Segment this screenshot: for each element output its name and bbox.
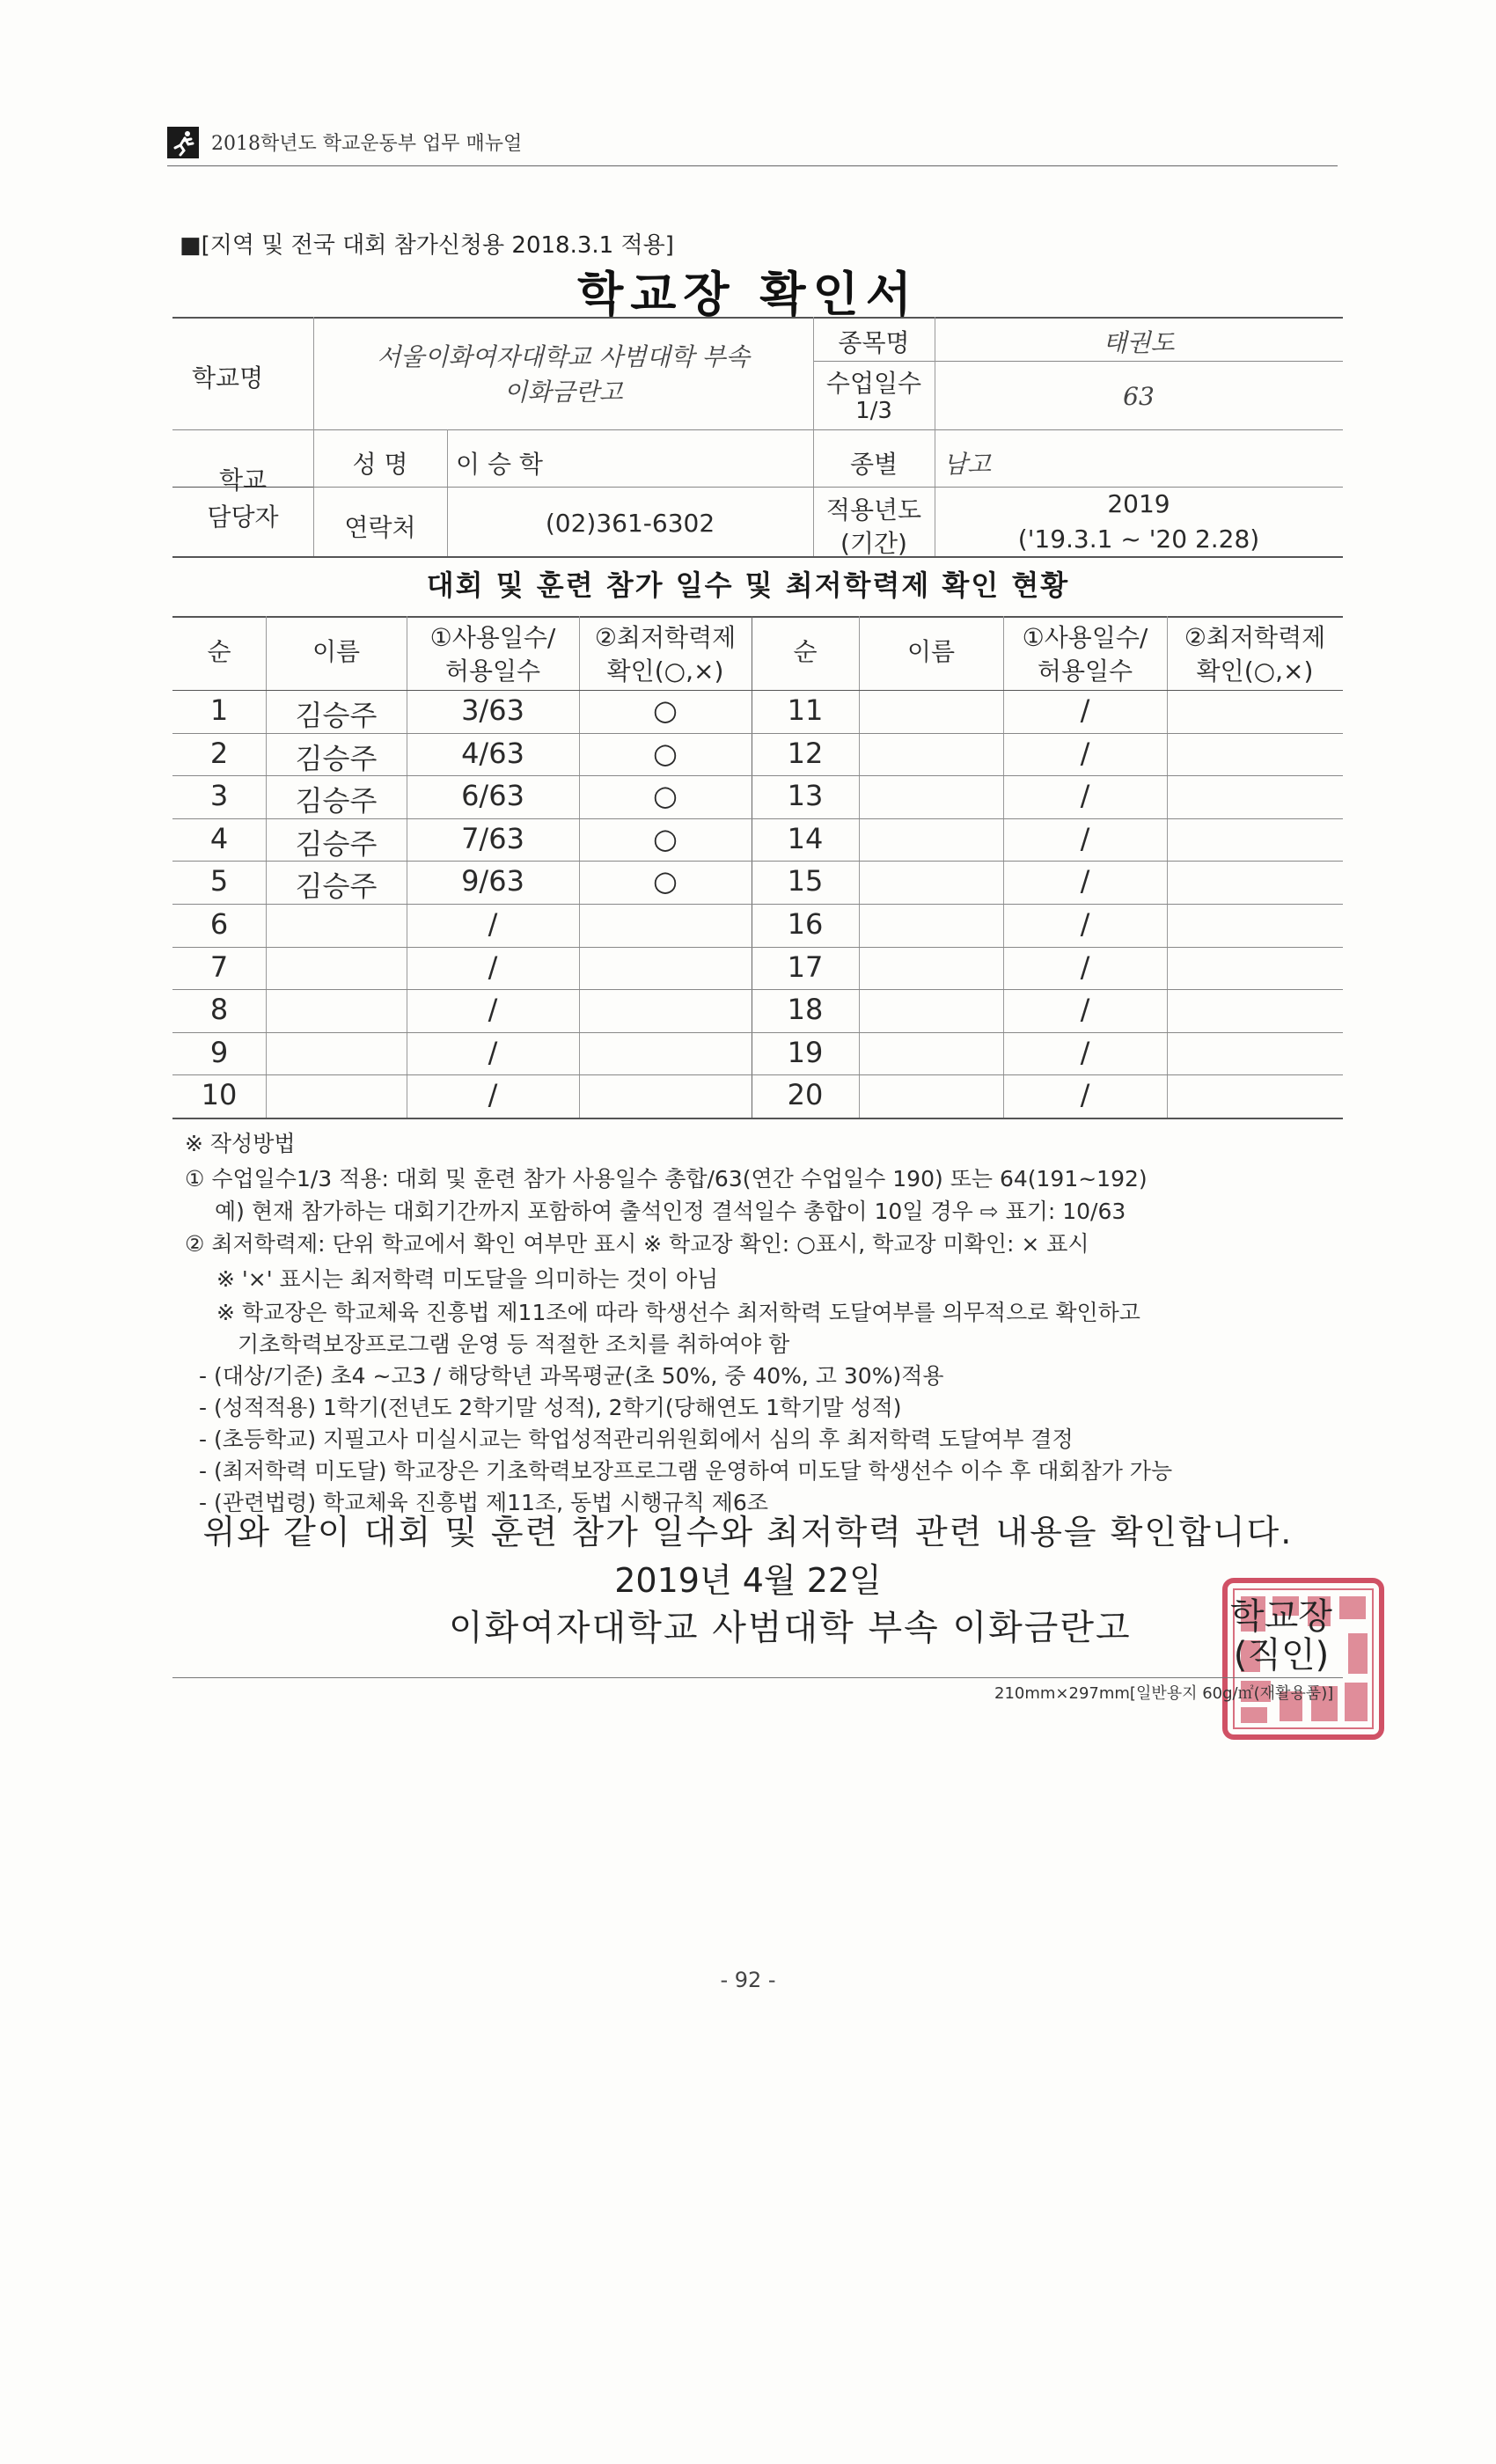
page-number: - 92 - [720, 1968, 776, 1992]
note-line: 예) 현재 참가하는 대회기간까지 포함하여 출석인정 결석일수 총합이 10일 경우 ⇨ 표기: 10/63 [215, 1199, 1126, 1224]
school-name-line2: 이화금란고 [503, 378, 623, 407]
form-usage-note: ■[지역 및 전국 대회 참가신청용 2018.3.1 적용] [180, 232, 674, 259]
header-name-2: 이름 [906, 637, 956, 666]
header-no: 순 [207, 637, 231, 666]
note-line: - (관련법령) 학교체육 진흥법 제11조, 동법 시행규칙 제6조 [199, 1490, 768, 1515]
table-row-line [172, 1032, 1343, 1033]
table-col-line [1167, 616, 1168, 1118]
note-line: - (성적적용) 1학기(전년도 2학기말 성적), 2학기(당해연도 1학기말 성적) [199, 1395, 902, 1420]
row-number: 7 [209, 950, 229, 984]
confirmation-statement: 위와 같이 대회 및 훈련 참가 일수와 최저학력 관련 내용을 확인합니다. [202, 1513, 1294, 1551]
header-used-2-2: 허용일수 [1037, 656, 1133, 686]
paper-spec: 210mm×297mm[일반용지 60g/㎡(재활용품)] [994, 1684, 1334, 1703]
table-row-line [172, 1118, 1343, 1119]
used-days: / [488, 993, 498, 1027]
table-row-line [172, 989, 1343, 990]
used-days: / [1080, 993, 1090, 1027]
table-row-line [172, 1074, 1343, 1075]
table-header-divider [172, 690, 1343, 691]
gender-label: 종별 [849, 450, 898, 479]
row-number: 11 [787, 693, 824, 727]
used-days: 7/63 [461, 821, 524, 855]
row-number: 14 [787, 821, 824, 855]
row-number: 5 [209, 864, 229, 898]
row-number: 17 [787, 950, 824, 984]
used-days: / [488, 907, 498, 941]
year-value: 2019 [1107, 489, 1170, 518]
running-figure-icon [167, 127, 199, 158]
note-line: - (초등학교) 지필고사 미실시교는 학업성적관리위원회에서 심의 후 최저학력 도달여부 결정 [199, 1426, 1074, 1452]
header-check-2-2: 확인(○,×) [1196, 656, 1314, 686]
header-no-2: 순 [793, 637, 818, 666]
header-check-2: 확인(○,×) [606, 656, 724, 686]
row-number: 13 [787, 779, 824, 813]
note-line: - (대상/기준) 초4 ~고3 / 해당학년 과목평균(초 50%, 중 40%, 고 30%)적용 [199, 1363, 944, 1389]
manual-title: 2018학년도 학교운동부 업무 매뉴얼 [211, 133, 523, 155]
contact-label-2: 담당자 [207, 502, 279, 532]
info-top-border [172, 317, 1343, 319]
used-days: / [1080, 779, 1090, 813]
note-line: - (최저학력 미도달) 학교장은 기초학력보장프로그램 운영하여 미도달 학생선수 이수 후 대회참가 가능 [199, 1458, 1173, 1484]
used-days: / [488, 950, 498, 984]
used-days: / [488, 1078, 498, 1112]
row-number: 4 [209, 821, 229, 855]
used-days: / [1080, 821, 1090, 855]
used-days: / [1080, 907, 1090, 941]
header-divider [167, 165, 1338, 166]
note-line: ※ '×' 표시는 최저학력 미도달을 의미하는 것이 아님 [216, 1266, 719, 1292]
used-days: / [1080, 1078, 1090, 1112]
header-check-1-2: ②최저학력제 [1184, 623, 1326, 652]
used-days: 4/63 [461, 736, 524, 770]
min-academic-check: ○ [653, 693, 678, 727]
note-line: ※ 학교장은 학교체육 진흥법 제11조에 따라 학생선수 최저학력 도달여부를 의무적으로 확인하고 [216, 1300, 1140, 1325]
header-check-1: ②최저학력제 [594, 623, 737, 652]
student-name: 김승주 [295, 699, 378, 732]
row-number: 6 [209, 907, 229, 941]
min-academic-check: ○ [653, 864, 678, 898]
page-title: 학교장 확인서 [577, 267, 919, 322]
contact-name: 이 승 학 [456, 450, 543, 479]
min-academic-check: ○ [653, 779, 678, 813]
row-number: 15 [787, 864, 824, 898]
row-number: 2 [209, 736, 229, 770]
year-label-1: 적용년도 [825, 495, 922, 524]
phone-value: (02)361-6302 [545, 509, 715, 538]
phone-label: 연락처 [344, 513, 416, 542]
used-days: / [1080, 950, 1090, 984]
name-label: 성 명 [352, 450, 408, 479]
used-days: / [488, 1035, 498, 1069]
event-label: 종목명 [838, 328, 910, 357]
period-value: ('19.3.1 ~ '20 2.28) [1017, 524, 1260, 554]
row-number: 9 [209, 1035, 229, 1069]
contact-label-1: 학교 [218, 466, 268, 495]
seal-label-title: 학교장 [1230, 1596, 1332, 1637]
header-name: 이름 [312, 637, 361, 666]
row-number: 3 [209, 779, 229, 813]
student-name: 김승주 [295, 784, 378, 818]
note-line: ② 최저학력제: 단위 학교에서 확인 여부만 표시 ※ 학교장 확인: ○표시, 학교장 미확인: × 표시 [185, 1231, 1089, 1257]
used-days: / [1080, 736, 1090, 770]
used-days: 3/63 [461, 693, 524, 727]
header-used-1: ①사용일수/ [429, 623, 556, 652]
student-name: 김승주 [295, 869, 378, 904]
seal-label [1230, 1597, 1332, 1675]
min-academic-check: ○ [653, 736, 678, 770]
gender-value: 남고 [943, 450, 992, 479]
row-number: 20 [787, 1078, 824, 1112]
table-col-line [859, 616, 860, 1118]
seal-label-sub: (직인) [1233, 1635, 1330, 1676]
used-days: / [1080, 693, 1090, 727]
header-used-1-2: ①사용일수/ [1022, 623, 1148, 652]
row-number: 1 [209, 693, 229, 727]
row-number: 18 [787, 993, 824, 1027]
table-title: 대회 및 훈련 참가 일수 및 최저학력제 확인 현황 [426, 568, 1070, 602]
row-number: 8 [209, 993, 229, 1027]
student-name: 김승주 [295, 826, 378, 861]
student-name: 김승주 [295, 741, 378, 775]
school-name-line1: 서울이화여자대학교 사범대학 부속 [377, 342, 750, 371]
row-number: 19 [787, 1035, 824, 1069]
header-used-2: 허용일수 [444, 656, 541, 686]
used-days: 9/63 [461, 864, 524, 898]
min-academic-check: ○ [653, 821, 678, 855]
school-days-fraction: 1/3 [855, 398, 892, 424]
row-number: 10 [201, 1078, 238, 1112]
year-label-2: (기간) [840, 529, 907, 558]
confirmation-date: 2019년 4월 22일 [614, 1561, 882, 1600]
used-days: / [1080, 864, 1090, 898]
used-days: 6/63 [461, 779, 524, 813]
school-days-value: 63 [1123, 382, 1155, 411]
school-name-label: 학교명 [192, 363, 264, 392]
signing-school: 이화여자대학교 사범대학 부속 이화금란고 [449, 1608, 1132, 1648]
note-line: ① 수업일수1/3 적용: 대회 및 훈련 참가 사용일수 총합/63(연간 수업일수 190) 또는 64(191~192) [185, 1166, 1148, 1192]
table-row-line [172, 947, 1343, 948]
note-line: ※ 작성방법 [185, 1131, 296, 1156]
row-number: 16 [787, 907, 824, 941]
used-days: / [1080, 1035, 1090, 1069]
note-line: 기초학력보장프로그램 운영 등 적절한 조치를 취하여야 함 [238, 1331, 790, 1357]
footer-divider [172, 1677, 1343, 1678]
row-number: 12 [787, 736, 824, 770]
school-days-label: 수업일수 [825, 369, 922, 398]
event-value: 태권도 [1103, 328, 1175, 357]
